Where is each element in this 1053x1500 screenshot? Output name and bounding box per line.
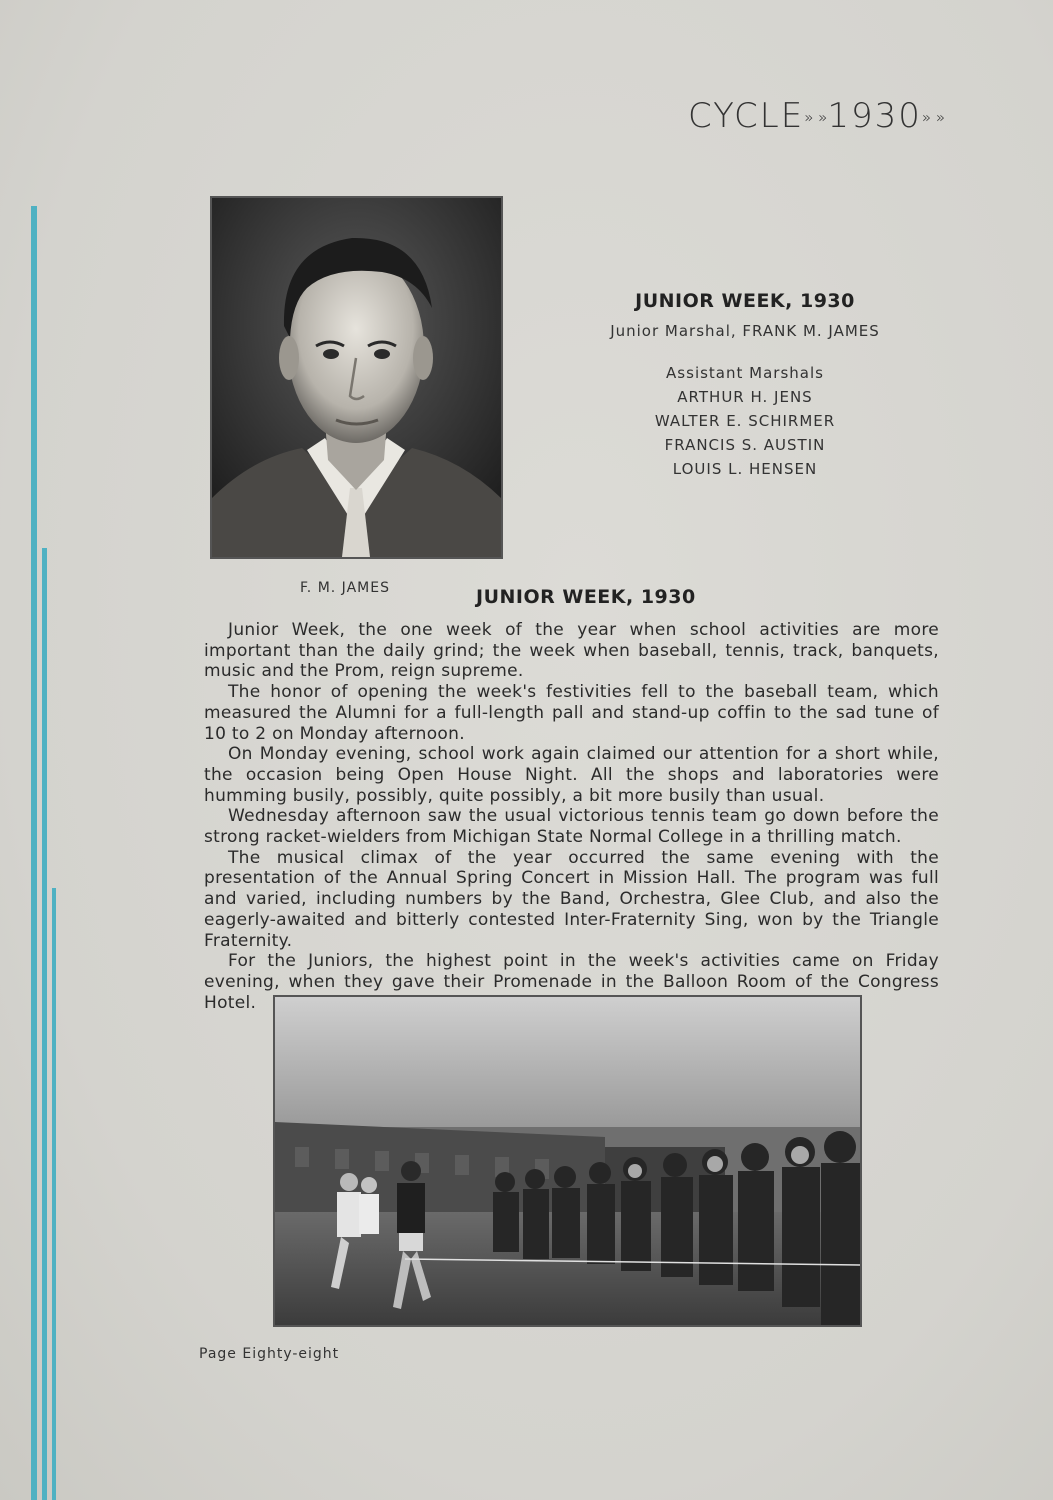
article-paragraph: Junior Week, the one week of the year when school activities are more important than the daily grind; the week when baseball, tennis, track, banquets, music and the Prom, reign supreme. <box>204 620 939 682</box>
header-year: 1930 <box>827 96 922 136</box>
article-paragraph: For the Juniors, the highest point in the week's activities came on Friday evening, when they gave their Promenade in the Balloon Room of the Congress Hotel. <box>204 951 939 1013</box>
runner-3 <box>359 1177 379 1234</box>
track-race-photo <box>273 995 862 1327</box>
portrait-label: F. M. JAMES <box>300 580 390 596</box>
header-chevrons-left: » » <box>804 108 828 127</box>
header-chevrons-right: » » <box>921 108 945 127</box>
article-body <box>204 620 939 1013</box>
portrait-illustration <box>212 198 501 557</box>
assistant-marshal-name: WALTER E. SCHIRMER <box>654 412 836 430</box>
page-number: Page Eighty-eight <box>199 1346 340 1362</box>
article-paragraph: The musical climax of the year occurred the same evening with the presentation of the Annual Spring Concert in Mission Hall. The program was full and varied, including numbers by the Band, Orchestra, Glee Club, and also the eagerly-awaited and bitterly contested Inter-Fraternity Sing, won by the Triangle Fraternity. <box>204 847 939 951</box>
junior-marshal-line: Junior Marshal, FRANK M. JAMES <box>610 322 880 340</box>
running-header <box>688 96 945 136</box>
accent-bar-2 <box>42 548 47 1500</box>
assistant-marshal-name: ARTHUR H. JENS <box>677 388 813 406</box>
portrait-photo <box>210 196 503 559</box>
article-title: JUNIOR WEEK, 1930 <box>476 586 696 608</box>
race-illustration <box>275 997 860 1325</box>
assistant-marshals-heading: Assistant Marshals <box>666 364 824 382</box>
caption-title: JUNIOR WEEK, 1930 <box>635 290 855 312</box>
assistant-marshal-name: LOUIS L. HENSEN <box>672 460 818 478</box>
assistant-marshal-name: FRANCIS S. AUSTIN <box>664 436 826 454</box>
accent-bar-1 <box>31 206 37 1500</box>
accent-bar-3 <box>52 888 56 1500</box>
marshals-caption <box>560 290 930 478</box>
article-paragraph: Wednesday afternoon saw the usual victorious tennis team go down before the strong racket-wielders from Michigan State Normal College in a thrilling match. <box>204 806 939 848</box>
article-paragraph: The honor of opening the week's festivities fell to the baseball team, which measured the Alumni for a full-length pall and stand-up coffin to the sad tune of 10 to 2 on Monday afternoon. <box>204 682 939 744</box>
article-paragraph: On Monday evening, school work again claimed our attention for a short while, the occasion being Open House Night. All the shops and laboratories were humming busily, possibly, quite possibly, a bit more busily than usual. <box>204 744 939 806</box>
header-word: CYCLE <box>688 96 805 136</box>
